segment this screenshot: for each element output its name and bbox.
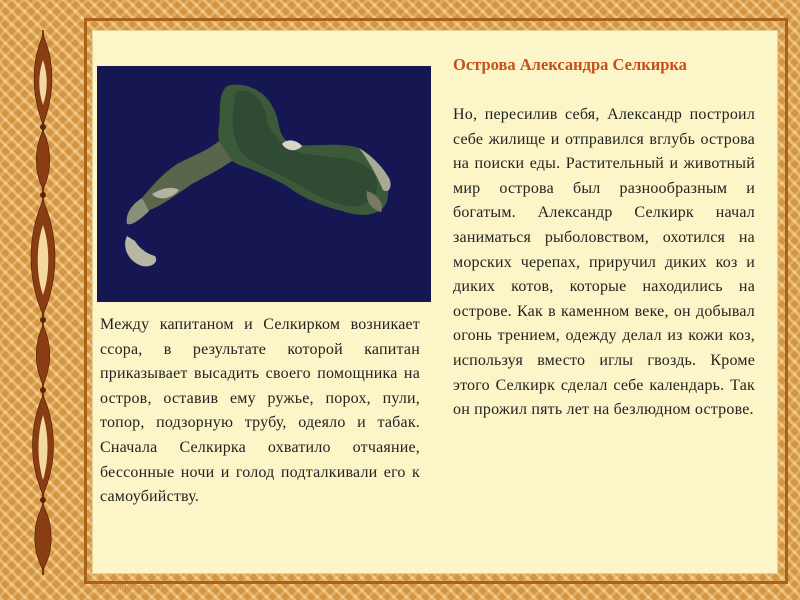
right-paragraph: Но, пересилив себя, Александр построил себе жилище и отправился вглубь острова на поиски еды. Растительный и животный мир острова был разнообразным и богатым. Александр Селкирк начал заниматься рыболовством, охотился на морских черепах, приручил диких коз и диких котов, которые находились на острове. Как в каменном веке, он добывал огонь трением, одежду делал из кожи коз, используя вместо иглы гвоздь. Кроме этого Селкирк сделал себе календарь. Так он прожил пять лет на безлюдном острове. [453,106,755,419]
decorative-ornament-border [20,30,66,575]
watermark-url: http://aida.ucoz.ru [92,582,164,592]
island-satellite-photo [97,66,431,302]
left-paragraph: Между капитаном и Селкирком возникает ссора, в результате которой капитан приказывает высадить своего помощника на остров, оставив ему ружье, порох, пули, топор, подзорную трубу, одеяло и табак. Сначала Селкирка охватило отчаяние, бессонные ночи и голод подталкивали его к самоубийству. [100,316,420,506]
slide-title: Острова Александра Селкирка [453,55,687,74]
